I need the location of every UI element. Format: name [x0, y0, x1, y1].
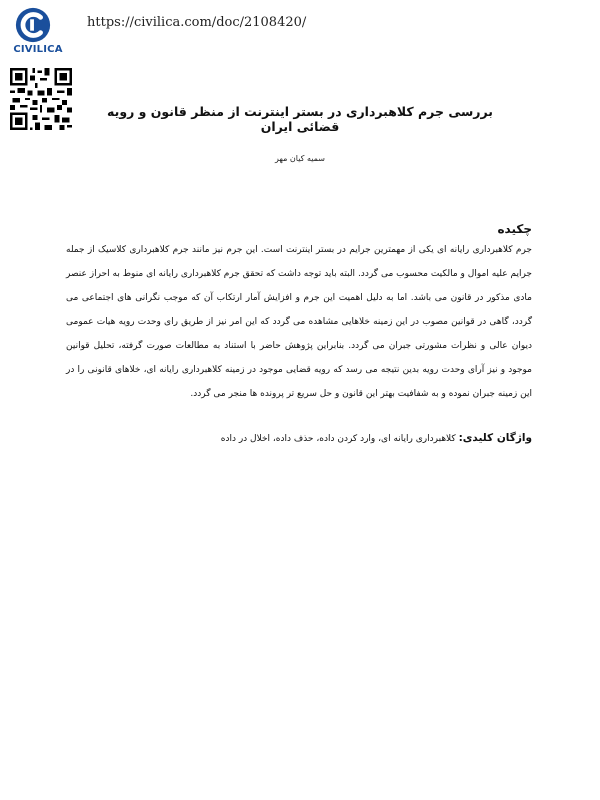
paper-title: بررسی جرم کلاهبرداری در بستر اینترنت از منظر قانون و رویه قضائی ایران — [107, 104, 493, 134]
civilica-logo[interactable] — [8, 6, 63, 56]
abstract-text: جرم کلاهبرداری رایانه ای یکی از مهمترین جرایم در بستر اینترنت است. این جرم نیز مانند جرم کلاهبرداری کلاسیک از جمله جرایم علیه اموال و مالکیت محسوب می گردد. البته باید توجه داشت که تحقق جرم کلاهبرداری رایانه ای منوط به احراز عنصر مادی مذکور در قانون می باشد. اما به دلیل اهمیت این جرم و افزایش آمار ارتکاب آن که موجب نگرانی های اجتماعی می گردد، گاهی در قوانین مصوب در این زمینه خلاهایی مشاهده می گردد که این امر نیز از طریق رای وحدت رویه هیات عمومی دیوان عالی و نظرات مشورتی جبران می گردد. بنابراین پژوهش حاضر با استناد به مطالعات صورت گرفته، تحلیل قوانین موجود و نیز آرای وحدت رویه بدین نتیجه می رسد که رویه قضایی موجود در زمینه کلاهبرداری رایانه ای، خلاهای قانونی را در این زمینه جبران نموده و به شفافیت بهتر این قانون و حل سریع تر پرونده ها منجر می گردد. — [66, 245, 532, 399]
keywords-label: واژگان کلیدی: — [458, 432, 532, 444]
paper-author: سمیه کیان مهر — [274, 154, 326, 163]
civilica-logo-icon — [14, 6, 52, 44]
keywords-line — [221, 432, 532, 444]
logo-text: CIVILICA — [13, 44, 63, 55]
abstract-heading: چکیده — [497, 222, 532, 236]
keywords-value: کلاهبرداری رایانه ای، وارد کردن داده، حذف داده، اخلال در داده — [220, 434, 456, 444]
qr-code-icon — [10, 68, 72, 130]
document-url[interactable]: https://civilica.com/doc/2108420/ — [87, 15, 307, 30]
